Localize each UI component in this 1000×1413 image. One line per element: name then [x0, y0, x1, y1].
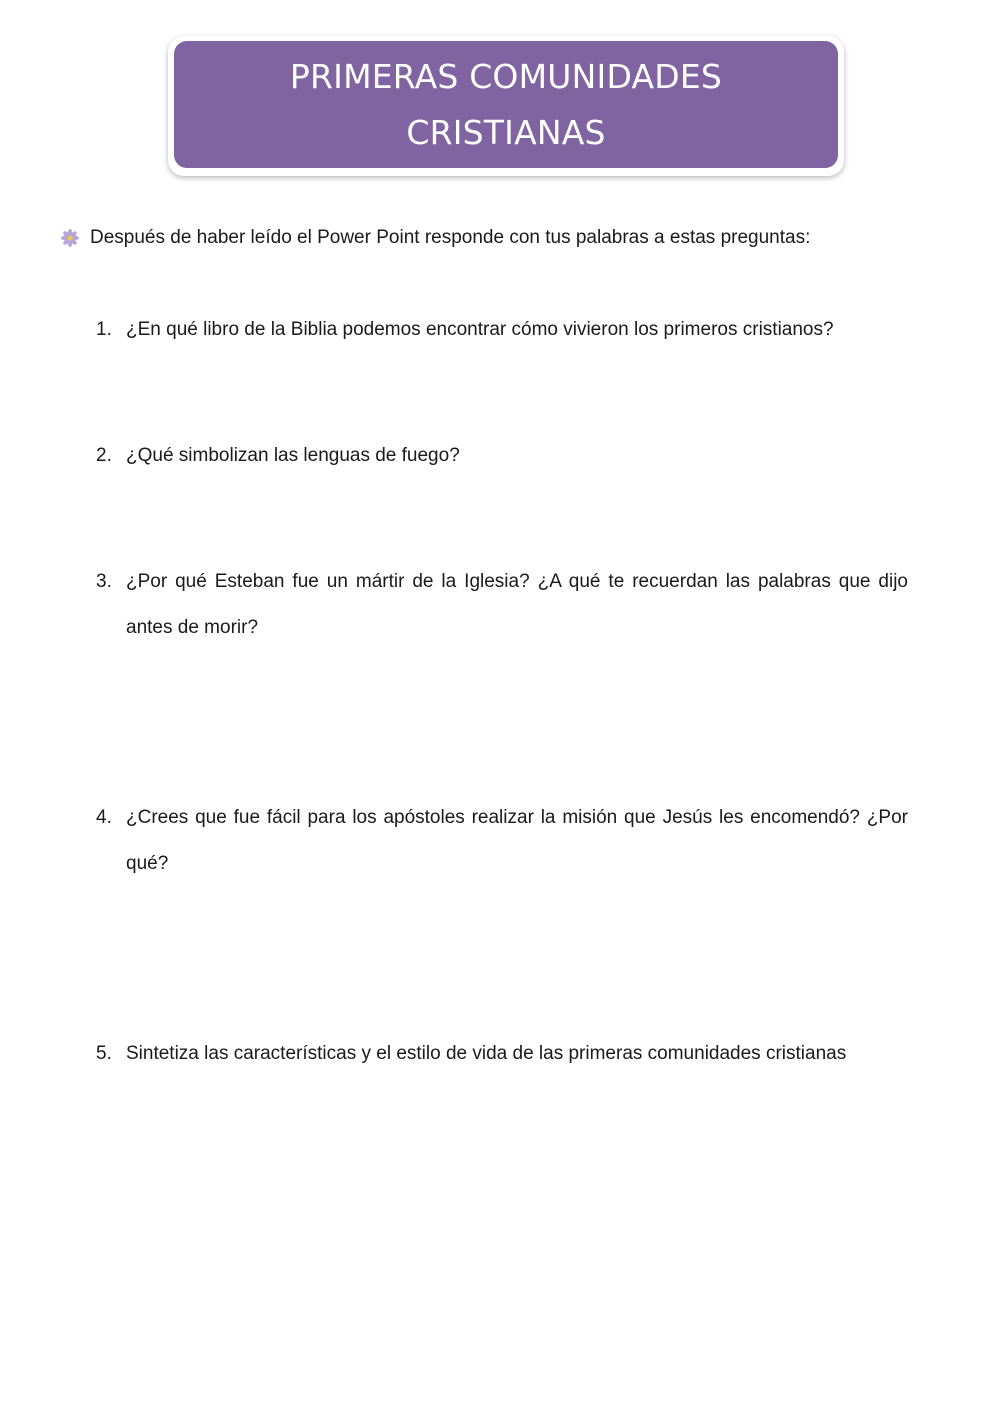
question-3: [96, 559, 908, 651]
flower-icon: [60, 228, 80, 248]
question-4: [96, 795, 908, 887]
question-number: 3.: [96, 571, 112, 592]
question-number: 5.: [96, 1043, 112, 1064]
question-text: ¿En qué libro de la Biblia podemos encontrar cómo vivieron los primeros cristianos?: [126, 319, 834, 340]
title-banner: [168, 36, 844, 176]
page-title-line-2: CRISTIANAS: [406, 112, 606, 152]
page-title-line-1: PRIMERAS COMUNIDADES: [289, 56, 723, 96]
question-text: ¿Qué simbolizan las lenguas de fuego?: [126, 445, 460, 466]
question-text: Sintetiza las características y el estilo de vida de las primeras comunidades cristianas: [126, 1043, 847, 1064]
question-number: 2.: [96, 445, 112, 466]
question-text: ¿Crees que fue fácil para los apóstoles realizar la misión que Jesús les encomendó? ¿Por qué?: [126, 807, 908, 874]
title-box: [174, 41, 838, 168]
question-5: [96, 1031, 908, 1077]
question-number: 4.: [96, 807, 112, 828]
question-1: [96, 307, 908, 353]
question-number: 1.: [96, 319, 112, 340]
question-2: [96, 433, 908, 479]
instruction-text: Después de haber leído el Power Point responde con tus palabras a estas preguntas:: [90, 227, 811, 248]
question-text: ¿Por qué Esteban fue un mártir de la Iglesia? ¿A qué te recuerdan las palabras que dijo antes de morir?: [126, 571, 908, 638]
instruction: [60, 226, 810, 250]
